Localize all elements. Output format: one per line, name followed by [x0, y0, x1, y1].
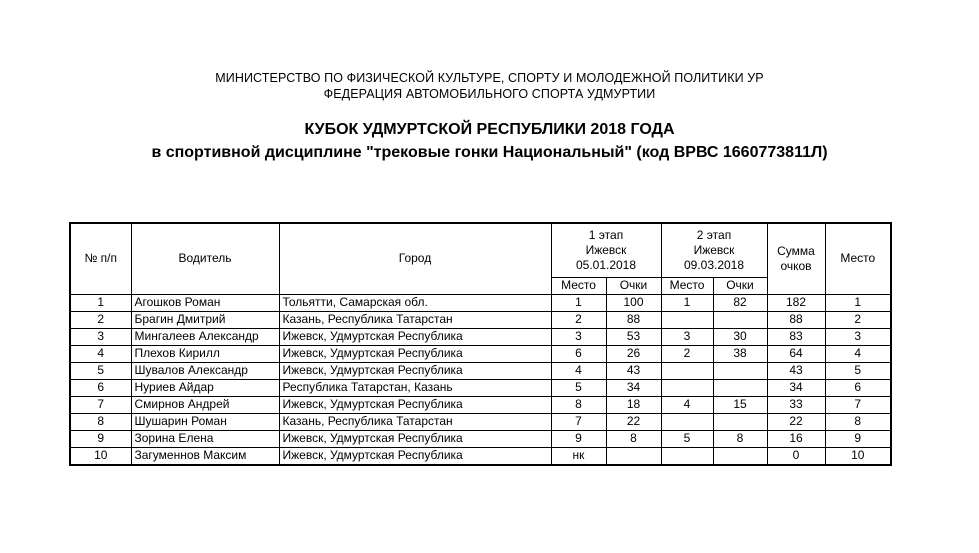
row-city: Казань, Республика Татарстан	[279, 413, 551, 430]
row-stage2-points: 15	[713, 396, 767, 413]
row-sum: 34	[767, 379, 825, 396]
stage1-label: 1 этап	[588, 227, 624, 242]
row-stage1-place: 6	[551, 345, 606, 362]
row-city: Ижевск, Удмуртская Республика	[279, 430, 551, 447]
col-sum-header	[767, 223, 825, 294]
row-stage1-place: 4	[551, 362, 606, 379]
stage1-points-header: Очки	[606, 277, 661, 294]
row-sum: 43	[767, 362, 825, 379]
table-row	[70, 430, 891, 447]
table-row	[70, 413, 891, 430]
row-sum: 16	[767, 430, 825, 447]
document-title: КУБОК УДМУРТСКОЙ РЕСПУБЛИКИ 2018 ГОДА	[304, 121, 675, 138]
row-stage1-points: 18	[606, 396, 661, 413]
row-stage2-place: 5	[661, 430, 713, 447]
table-row	[70, 362, 891, 379]
results-table	[69, 222, 892, 466]
row-stage1-points: 26	[606, 345, 661, 362]
row-stage2-place	[661, 413, 713, 430]
row-driver: Агошков Роман	[131, 294, 279, 311]
row-stage2-place	[661, 311, 713, 328]
row-place: 6	[825, 379, 891, 396]
row-city: Ижевск, Удмуртская Республика	[279, 362, 551, 379]
row-sum: 0	[767, 447, 825, 465]
row-stage2-place	[661, 447, 713, 465]
row-city: Ижевск, Удмуртская Республика	[279, 328, 551, 345]
table-row	[70, 396, 891, 413]
row-place: 4	[825, 345, 891, 362]
stage2-points-header: Очки	[713, 277, 767, 294]
row-stage1-place: 3	[551, 328, 606, 345]
row-stage1-points: 34	[606, 379, 661, 396]
stage2-date: 09.03.2018	[683, 257, 745, 272]
col-city-header: Город	[279, 223, 551, 294]
row-stage1-place: 2	[551, 311, 606, 328]
row-place: 8	[825, 413, 891, 430]
document-subtitle: в спортивной дисциплине "трековые гонки Национальный" (код ВРВС 1660773811Л)	[151, 144, 828, 161]
row-stage1-points: 43	[606, 362, 661, 379]
table-row	[70, 328, 891, 345]
row-num: 8	[70, 413, 131, 430]
sum-label-line1: Сумма	[777, 243, 815, 258]
stage2-label: 2 этап	[696, 227, 732, 242]
stage2-city: Ижевск	[693, 242, 735, 257]
row-stage2-points	[713, 362, 767, 379]
row-stage2-points: 82	[713, 294, 767, 311]
row-city: Тольятти, Самарская обл.	[279, 294, 551, 311]
federation-name: ФЕДЕРАЦИЯ АВТОМОБИЛЬНОГО СПОРТА УДМУРТИИ	[323, 87, 656, 101]
row-num: 1	[70, 294, 131, 311]
row-place: 10	[825, 447, 891, 465]
row-stage1-place: 1	[551, 294, 606, 311]
row-num: 6	[70, 379, 131, 396]
row-driver: Зорина Елена	[131, 430, 279, 447]
row-stage1-place: 5	[551, 379, 606, 396]
row-stage2-place	[661, 362, 713, 379]
row-city: Ижевск, Удмуртская Республика	[279, 447, 551, 465]
row-driver: Загуменнов Максим	[131, 447, 279, 465]
row-stage2-place: 3	[661, 328, 713, 345]
row-sum: 83	[767, 328, 825, 345]
col-place-header: Место	[825, 223, 891, 294]
row-stage1-place: 8	[551, 396, 606, 413]
row-stage2-points: 30	[713, 328, 767, 345]
row-num: 3	[70, 328, 131, 345]
row-num: 10	[70, 447, 131, 465]
row-stage1-points: 88	[606, 311, 661, 328]
table-row	[70, 294, 891, 311]
row-stage2-points	[713, 447, 767, 465]
row-stage1-points: 8	[606, 430, 661, 447]
sum-label-line2: очков	[780, 258, 812, 273]
row-place: 3	[825, 328, 891, 345]
row-stage2-place: 4	[661, 396, 713, 413]
table-row	[70, 379, 891, 396]
row-stage1-points: 100	[606, 294, 661, 311]
row-place: 1	[825, 294, 891, 311]
row-stage2-place: 2	[661, 345, 713, 362]
stage1-place-header: Место	[551, 277, 606, 294]
row-place: 5	[825, 362, 891, 379]
row-sum: 88	[767, 311, 825, 328]
row-city: Ижевск, Удмуртская Республика	[279, 345, 551, 362]
row-stage1-place: нк	[551, 447, 606, 465]
row-city: Республика Татарстан, Казань	[279, 379, 551, 396]
row-stage2-place: 1	[661, 294, 713, 311]
table-row	[70, 447, 891, 465]
row-stage2-points	[713, 413, 767, 430]
row-sum: 33	[767, 396, 825, 413]
stage2-place-header: Место	[661, 277, 713, 294]
col-driver-header: Водитель	[131, 223, 279, 294]
stage1-date: 05.01.2018	[575, 257, 637, 272]
row-num: 5	[70, 362, 131, 379]
row-driver: Шушарин Роман	[131, 413, 279, 430]
row-place: 2	[825, 311, 891, 328]
row-stage2-points	[713, 379, 767, 396]
row-stage1-points	[606, 447, 661, 465]
row-driver: Смирнов Андрей	[131, 396, 279, 413]
row-sum: 64	[767, 345, 825, 362]
row-stage1-points: 22	[606, 413, 661, 430]
row-stage2-points	[713, 311, 767, 328]
row-num: 4	[70, 345, 131, 362]
header-row	[70, 223, 891, 277]
row-num: 7	[70, 396, 131, 413]
row-driver: Брагин Дмитрий	[131, 311, 279, 328]
row-num: 2	[70, 311, 131, 328]
row-stage1-place: 7	[551, 413, 606, 430]
row-sum: 182	[767, 294, 825, 311]
table-row	[70, 311, 891, 328]
row-driver: Нуриев Айдар	[131, 379, 279, 396]
row-stage2-points: 38	[713, 345, 767, 362]
row-stage2-place	[661, 379, 713, 396]
row-city: Казань, Республика Татарстан	[279, 311, 551, 328]
stage2-header	[661, 223, 767, 277]
row-sum: 22	[767, 413, 825, 430]
row-stage1-points: 53	[606, 328, 661, 345]
ministry-name: МИНИСТЕРСТВО ПО ФИЗИЧЕСКОЙ КУЛЬТУРЕ, СПОРТУ И МОЛОДЕЖНОЙ ПОЛИТИКИ УР	[215, 71, 764, 85]
row-place: 9	[825, 430, 891, 447]
row-driver: Плехов Кирилл	[131, 345, 279, 362]
row-stage2-points: 8	[713, 430, 767, 447]
row-num: 9	[70, 430, 131, 447]
col-num-header: № п/п	[70, 223, 131, 294]
row-place: 7	[825, 396, 891, 413]
row-driver: Шувалов Александр	[131, 362, 279, 379]
row-city: Ижевск, Удмуртская Республика	[279, 396, 551, 413]
stage1-city: Ижевск	[585, 242, 627, 257]
row-stage1-place: 9	[551, 430, 606, 447]
row-driver: Мингалеев Александр	[131, 328, 279, 345]
table-row	[70, 345, 891, 362]
stage1-header	[551, 223, 661, 277]
